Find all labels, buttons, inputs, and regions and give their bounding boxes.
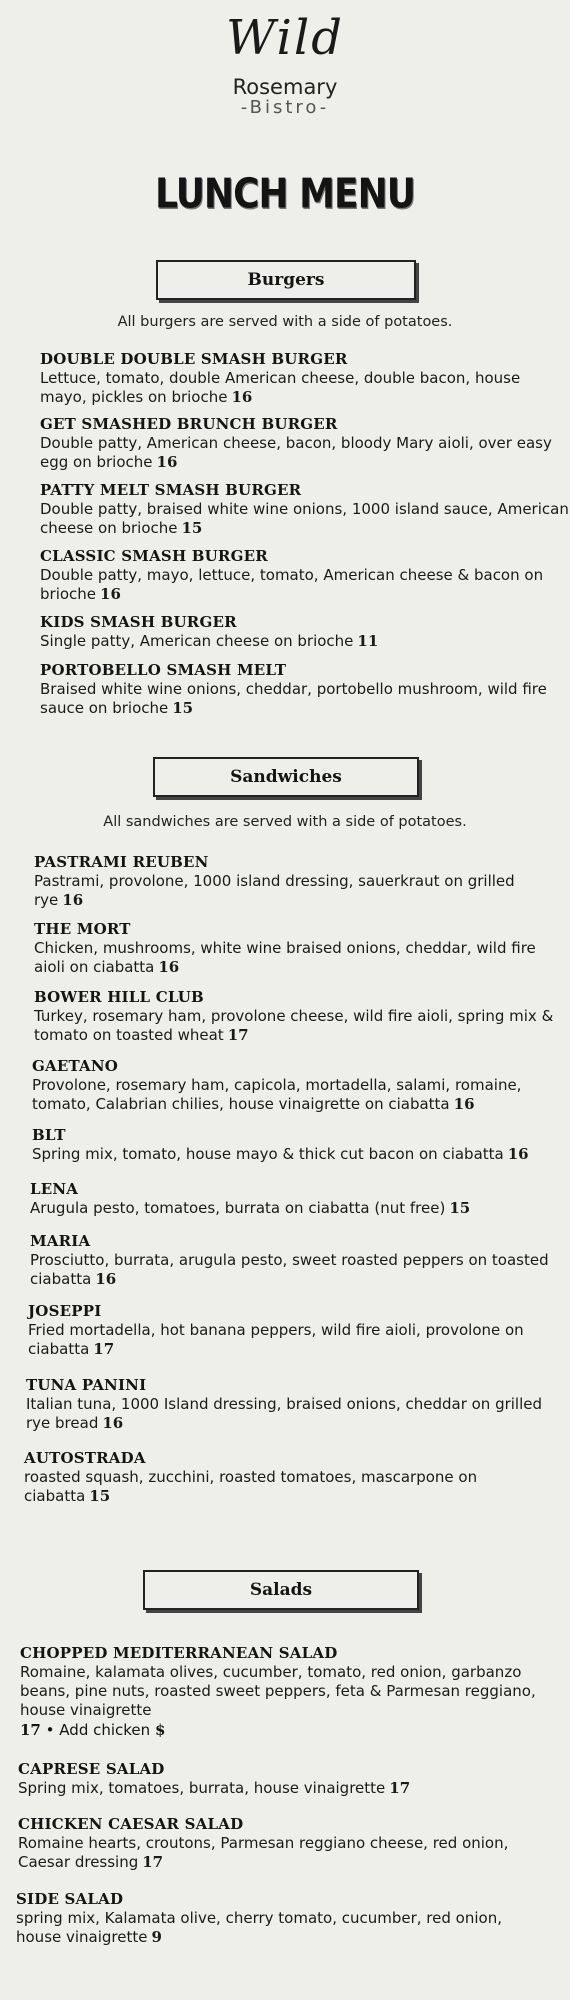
section-note-burgers: All burgers are served with a side of potatoes. [117, 314, 453, 330]
item-price: 16 [156, 453, 178, 471]
item-name: PASTRAMI REUBEN [34, 853, 209, 871]
logo-bistro: -Bistro- [240, 97, 330, 118]
item-price: 11 [357, 632, 379, 650]
item-name: DOUBLE DOUBLE SMASH BURGER [40, 350, 348, 368]
item-description: Braised white wine onions, cheddar, portobello mushroom, wild fire sauce on brioche 15 [40, 680, 547, 717]
menu-item [40, 613, 570, 651]
item-description: Chicken, mushrooms, white wine braised onions, cheddar, wild fire aioli on ciabatta 16 [34, 939, 536, 976]
bistro-logo [0, 8, 570, 118]
menu-item [18, 1815, 548, 1872]
item-extra [20, 1720, 550, 1740]
item-description: Arugula pesto, tomatoes, burrata on ciabatta (nut free) 15 [30, 1199, 471, 1217]
item-price: 17 [93, 1340, 115, 1358]
item-description: Pastrami, provolone, 1000 island dressing, sauerkraut on grilled rye 16 [34, 872, 515, 909]
item-description: Turkey, rosemary ham, provolone cheese, wild fire aioli, spring mix & tomato on toasted wheat 17 [34, 1007, 554, 1044]
page-title: LUNCH MENU [155, 170, 415, 218]
item-price: 16 [95, 1270, 117, 1288]
item-price: 16 [231, 388, 253, 406]
item-name: PORTOBELLO SMASH MELT [40, 661, 287, 679]
menu-item [24, 1449, 554, 1506]
menu-item [40, 481, 570, 538]
item-name: CHOPPED MEDITERRANEAN SALAD [20, 1644, 338, 1662]
item-name: GAETANO [32, 1057, 119, 1075]
item-description: Spring mix, tomato, house mayo & thick cut bacon on ciabatta 16 [32, 1145, 529, 1163]
menu-item [34, 853, 564, 910]
item-price: 16 [507, 1145, 529, 1163]
addon-price: $ [154, 1721, 166, 1739]
menu-item [40, 547, 570, 604]
section-heading-salads: Salads [143, 1570, 419, 1610]
item-name: AUTOSTRADA [24, 1449, 146, 1467]
item-name: CLASSIC SMASH BURGER [40, 547, 268, 565]
item-name: SIDE SALAD [16, 1890, 124, 1908]
item-price: 17 [389, 1779, 411, 1797]
section-note-sandwiches: All sandwiches are served with a side of potatoes. [103, 814, 467, 830]
item-description: Double patty, braised white wine onions, 1000 island sauce, American cheese on brioche 15 [40, 500, 569, 537]
item-description: roasted squash, zucchini, roasted tomatoes, mascarpone on ciabatta 15 [24, 1468, 478, 1505]
item-description: Romaine, kalamata olives, cucumber, tomato, red onion, garbanzo beans, pine nuts, roasted sweet peppers, feta & Parmesan reggiano, house vinaigrette [20, 1663, 536, 1719]
item-name: TUNA PANINI [26, 1376, 147, 1394]
item-price: 17 [142, 1853, 164, 1871]
item-price: 17 [227, 1026, 249, 1044]
menu-item [32, 1126, 562, 1164]
menu-item [34, 988, 564, 1045]
menu-item [40, 350, 570, 407]
item-name: MARIA [30, 1232, 91, 1250]
item-price: 16 [102, 1414, 124, 1432]
item-name: CAPRESE SALAD [18, 1760, 165, 1778]
item-price: 17 [20, 1721, 41, 1739]
item-description: Prosciutto, burrata, arugula pesto, sweet roasted peppers on toasted ciabatta 16 [30, 1251, 549, 1288]
menu-item [30, 1180, 560, 1218]
item-name: THE MORT [34, 920, 131, 938]
item-name: JOSEPPI [28, 1302, 102, 1320]
menu-item [26, 1376, 556, 1433]
item-name: GET SMASHED BRUNCH BURGER [40, 415, 338, 433]
item-price: 15 [172, 699, 194, 717]
item-description: Double patty, mayo, lettuce, tomato, American cheese & bacon on brioche 16 [40, 566, 544, 603]
item-price: 16 [453, 1095, 475, 1113]
menu-item [34, 920, 564, 977]
logo-wild: Wild [226, 10, 344, 66]
item-name: BLT [32, 1126, 66, 1144]
item-name: PATTY MELT SMASH BURGER [40, 481, 302, 499]
item-name: BOWER HILL CLUB [34, 988, 204, 1006]
section-heading-sandwiches: Sandwiches [153, 757, 419, 797]
item-description: Romaine hearts, croutons, Parmesan reggiano cheese, red onion, Caesar dressing 17 [18, 1834, 509, 1871]
bullet: • [45, 1721, 55, 1739]
item-price: 16 [100, 585, 121, 603]
addon-label: Add chicken [59, 1721, 151, 1739]
menu-item [16, 1890, 546, 1947]
item-description: Double patty, American cheese, bacon, bloody Mary aioli, over easy egg on brioche 16 [40, 434, 552, 471]
item-price: 16 [62, 891, 84, 909]
item-description: Single patty, American cheese on brioche 11 [40, 632, 379, 650]
item-price: 15 [89, 1487, 111, 1505]
item-description: Fried mortadella, hot banana peppers, wild fire aioli, provolone on ciabatta 17 [28, 1321, 524, 1358]
item-name: CHICKEN CAESAR SALAD [18, 1815, 244, 1833]
section-heading-burgers: Burgers [156, 260, 416, 300]
menu-item [28, 1302, 558, 1359]
menu-item [40, 661, 570, 718]
item-description: Spring mix, tomatoes, burrata, house vinaigrette 17 [18, 1779, 411, 1797]
item-description: Lettuce, tomato, double American cheese, double bacon, house mayo, pickles on brioche 16 [40, 369, 521, 406]
menu-item [20, 1644, 550, 1740]
item-price: 9 [151, 1928, 162, 1946]
menu-item [40, 415, 570, 472]
logo-rosemary: Rosemary [232, 75, 338, 99]
item-name: LENA [30, 1180, 79, 1198]
item-description: Italian tuna, 1000 Island dressing, braised onions, cheddar on grilled rye bread 16 [26, 1395, 543, 1432]
menu-item [18, 1760, 548, 1798]
item-price: 16 [158, 958, 180, 976]
menu-item [30, 1232, 560, 1289]
item-price: 15 [181, 519, 203, 537]
item-description: Provolone, rosemary ham, capicola, mortadella, salami, romaine, tomato, Calabrian chilies, house vinaigrette on ciabatta 16 [32, 1076, 522, 1113]
menu-item [32, 1057, 562, 1114]
item-description: spring mix, Kalamata olive, cherry tomato, cucumber, red onion, house vinaigrette 9 [16, 1909, 502, 1946]
item-price: 15 [449, 1199, 471, 1217]
item-name: KIDS SMASH BURGER [40, 613, 237, 631]
